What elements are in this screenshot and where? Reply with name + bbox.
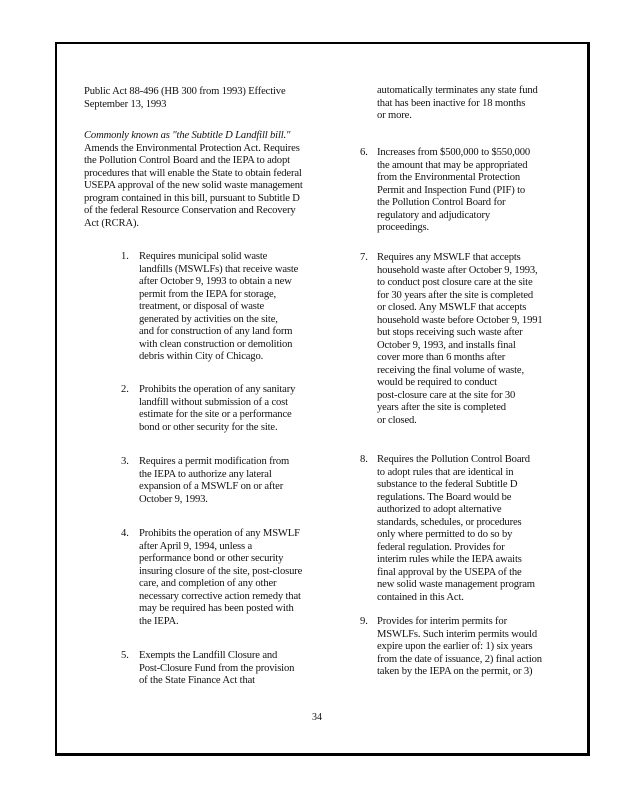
text-line: substance to the federal Subtitle D xyxy=(377,479,518,490)
text-line: post-closure care at the site for 30 xyxy=(377,389,516,401)
text-line: October 9, 1993, and installs final xyxy=(377,339,516,351)
text-line: years after the site is completed xyxy=(377,402,506,413)
list-item xyxy=(139,384,295,434)
text-line: of the State Finance Act that xyxy=(139,675,255,686)
text-line: federal regulation. Provides for xyxy=(377,541,505,553)
text-line: expire upon the earlier of: 1) six years xyxy=(377,641,533,652)
act-heading xyxy=(84,86,286,111)
text-line: Public Act 88-496 (HB 300 from 1993) Effective xyxy=(84,86,286,97)
text-line: regulations. The Board would be xyxy=(377,491,512,503)
text-line: Requires the Pollution Control Board xyxy=(377,454,530,465)
text-line: from the date of issuance, 2) final action xyxy=(377,653,542,665)
text-line: Exempts the Landfill Closure and xyxy=(139,650,278,661)
text-line: after October 9, 1993 to obtain a new xyxy=(139,276,292,287)
text-line: insuring closure of the site, post-closure xyxy=(139,565,303,577)
text-line: landfills (MSWLFs) that receive waste xyxy=(139,263,299,275)
text-line: of the federal Resource Conservation and Recovery xyxy=(84,205,296,216)
list-item xyxy=(377,616,542,679)
text-line: or closed. Any MSWLF that accepts xyxy=(377,302,527,313)
item-number: 8. xyxy=(360,454,368,465)
text-line: may be required has been posted with xyxy=(139,603,294,614)
text-line: September 13, 1993 xyxy=(84,98,167,110)
text-line: Requires a permit modification from xyxy=(139,456,290,467)
page-number: 34 xyxy=(312,712,322,723)
text-line: care, and completion of any other xyxy=(139,578,277,589)
text-line: to conduct post closure care at the site xyxy=(377,277,533,288)
text-line: taken by the IEPA on the permit, or 3) xyxy=(377,666,533,677)
text-line: new solid waste management program xyxy=(377,579,535,590)
text-line: with clean construction or demolition xyxy=(139,338,293,350)
text-line: the amount that may be appropriated xyxy=(377,159,528,171)
item-5-continuation xyxy=(377,85,538,123)
text-line: the Pollution Control Board for xyxy=(377,197,506,208)
text-line: final approval by the USEPA of the xyxy=(377,566,522,578)
item-number: 9. xyxy=(360,616,368,627)
text-line: October 9, 1993. xyxy=(139,493,208,505)
intro-paragraph xyxy=(84,130,303,230)
item-number: 3. xyxy=(121,456,129,467)
text-line: household waste after October 9, 1993, xyxy=(377,264,538,276)
list-item xyxy=(377,252,543,427)
text-line: generated by activities on the site, xyxy=(139,313,278,325)
text-line: interim rules while the IEPA awaits xyxy=(377,554,522,565)
text-line: procedures that will enable the State to obtain federal xyxy=(84,167,302,179)
text-line: estimate for the site or a performance xyxy=(139,409,292,420)
text-line: receiving the final volume of waste, xyxy=(377,364,524,376)
list-item xyxy=(377,454,535,604)
list-item xyxy=(139,528,302,628)
text-line: the IEPA to authorize any lateral xyxy=(139,468,272,480)
text-line: Prohibits the operation of any sanitary xyxy=(139,384,296,395)
text-line: or more. xyxy=(377,110,412,121)
item-number: 2. xyxy=(121,384,129,395)
text-line: cover more than 6 months after xyxy=(377,352,506,363)
text-line: would be required to conduct xyxy=(377,377,497,388)
text-line: automatically terminates any state fund xyxy=(377,85,538,96)
text-line: proceedings. xyxy=(377,222,430,233)
text-line: USEPA approval of the new solid waste management xyxy=(84,180,303,191)
list-item xyxy=(139,251,298,364)
text-line: after April 9, 1994, unless a xyxy=(139,540,253,552)
text-line: or closed. xyxy=(377,414,417,426)
text-line: Permit and Inspection Fund (PIF) to xyxy=(377,184,526,196)
text-line: debris within City of Chicago. xyxy=(139,351,264,362)
text-line: the Pollution Control Board and the IEPA to adopt xyxy=(84,155,290,166)
text-line: standards, schedules, or procedures xyxy=(377,516,522,528)
text-line: MSWLFs. Such interim permits would xyxy=(377,628,537,640)
text-line: contained in this Act. xyxy=(377,591,464,603)
text-line: regulatory and adjudicatory xyxy=(377,209,491,221)
text-line: landfill without submission of a cost xyxy=(139,396,288,408)
intro-italic-line: Commonly known as "the Subtitle D Landfill bill." xyxy=(84,130,291,141)
text-line: Increases from $500,000 to $550,000 xyxy=(377,147,531,158)
text-line: expansion of a MSWLF on or after xyxy=(139,481,284,492)
text-line: permit from the IEPA for storage, xyxy=(139,288,277,300)
text-line: Requires municipal solid waste xyxy=(139,251,268,262)
text-line: household waste before October 9, 1991 xyxy=(377,314,543,326)
item-number: 5. xyxy=(121,650,129,661)
item-number: 4. xyxy=(121,528,129,539)
item-number: 6. xyxy=(360,147,368,158)
item-number: 1. xyxy=(121,251,129,262)
text-line: that has been inactive for 18 months xyxy=(377,97,526,109)
text-line: only where permitted to do so by xyxy=(377,529,513,540)
text-line: treatment, or disposal of waste xyxy=(139,301,265,312)
text-line: Provides for interim permits for xyxy=(377,616,507,627)
list-item xyxy=(377,147,530,235)
text-line: bond or other security for the site. xyxy=(139,421,278,433)
text-line: but stops receiving such waste after xyxy=(377,327,523,338)
text-line: Act (RCRA). xyxy=(84,217,139,229)
text-line: program contained in this bill, pursuant to Subtitle D xyxy=(84,192,300,204)
text-line: authorized to adopt alternative xyxy=(377,504,502,515)
text-line: for 30 years after the site is completed xyxy=(377,289,534,301)
text-line: Post-Closure Fund from the provision xyxy=(139,662,295,674)
text-line: from the Environmental Protection xyxy=(377,172,521,183)
list-item xyxy=(139,456,289,506)
item-number: 7. xyxy=(360,252,368,263)
text-line: to adopt rules that are identical in xyxy=(377,466,514,478)
text-line: Amends the Environmental Protection Act. Requires xyxy=(84,142,300,154)
text-line: necessary corrective action remedy that xyxy=(139,590,301,602)
text-line: Requires any MSWLF that accepts xyxy=(377,252,521,263)
text-line: and for construction of any land form xyxy=(139,326,293,337)
text-line: Prohibits the operation of any MSWLF xyxy=(139,528,300,539)
text-line: performance bond or other security xyxy=(139,553,284,564)
list-item xyxy=(139,650,294,688)
text-line: the IEPA. xyxy=(139,615,179,627)
